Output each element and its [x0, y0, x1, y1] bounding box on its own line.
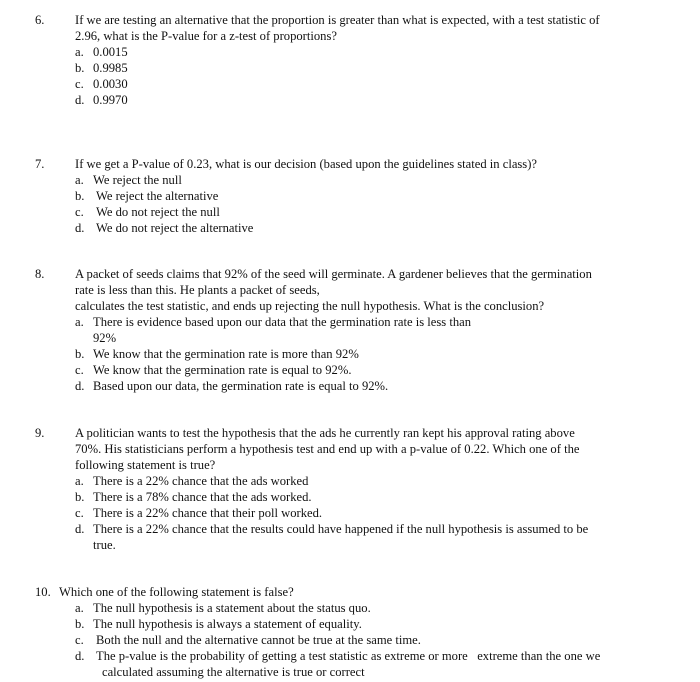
option-d [75, 521, 665, 553]
option-letter: a. [75, 474, 84, 488]
option-text: 0.0015 [93, 45, 128, 59]
option-text-continued: true. [93, 538, 116, 552]
option-d [75, 378, 665, 394]
option-text: There is a 22% chance that the ads worked [93, 474, 309, 488]
option-text: There is a 22% chance that their poll worked. [93, 506, 323, 520]
option-text: There is a 78% chance that the ads worked. [93, 490, 312, 504]
option-letter: c. [75, 205, 84, 219]
question-line: 70%. His statisticians perform a hypothesis test and end up with a p-value of 0.22. Which one of the [75, 442, 580, 456]
option-text: There is a 22% chance that the results could have happened if the null hypothesis is assumed to be [93, 522, 589, 536]
option-c [75, 204, 665, 220]
option-list [75, 44, 665, 108]
option-letter: d. [75, 649, 85, 663]
question-text [75, 425, 665, 473]
option-text: 0.9970 [93, 93, 128, 107]
question-text [75, 156, 665, 172]
option-letter: c. [75, 506, 84, 520]
option-letter: d. [75, 93, 85, 107]
option-text-continued: calculated assuming the alternative is true or correct [102, 665, 365, 679]
option-a [75, 172, 665, 188]
option-text: Based upon our data, the germination rate is equal to 92%. [93, 379, 389, 393]
option-text: 0.0030 [93, 77, 128, 91]
option-list [75, 600, 665, 680]
question-line: following statement is true? [75, 458, 216, 472]
question-line: If we are testing an alternative that the proportion is greater than what is expected, with a test statistic of [75, 13, 600, 27]
option-letter: c. [75, 77, 84, 91]
option-text: We do not reject the alternative [96, 221, 254, 235]
option-text: We know that the germination rate is more than 92% [93, 347, 359, 361]
option-letter: a. [75, 45, 84, 59]
option-list [75, 314, 665, 394]
question-text [75, 266, 665, 314]
option-d [75, 92, 665, 108]
option-letter: b. [75, 490, 85, 504]
option-c [75, 632, 665, 648]
option-list [75, 172, 665, 236]
option-a [75, 314, 665, 346]
question-number: 6. [35, 13, 45, 27]
option-text: Both the null and the alternative cannot be true at the same time. [96, 633, 421, 647]
option-letter: a. [75, 173, 84, 187]
question-line: calculates the test statistic, and ends up rejecting the null hypothesis. What is the conclusion? [75, 299, 545, 313]
question-line: Which one of the following statement is false? [59, 585, 294, 599]
option-b [75, 188, 665, 204]
question-number: 7. [35, 157, 45, 171]
option-letter: d. [75, 379, 85, 393]
option-letter: c. [75, 633, 84, 647]
question-text [75, 12, 665, 44]
option-letter: d. [75, 221, 85, 235]
option-letter: c. [75, 363, 84, 377]
option-letter: d. [75, 522, 85, 536]
option-text: 0.9985 [93, 61, 128, 75]
option-letter: b. [75, 347, 85, 361]
option-a [75, 600, 665, 616]
question-line: 2.96, what is the P-value for a z-test of proportions? [75, 29, 337, 43]
option-letter: b. [75, 617, 85, 631]
option-letter: b. [75, 61, 85, 75]
question-text [59, 584, 649, 600]
option-text: The p-value is the probability of getting a test statistic as extreme or more extreme than the one we [96, 649, 601, 663]
question-number: 8. [35, 267, 45, 281]
option-text: We reject the null [93, 173, 182, 187]
question-number: 9. [35, 426, 45, 440]
question-line: rate is less than this. He plants a packet of seeds, [75, 283, 320, 297]
option-text: We know that the germination rate is equal to 92%. [93, 363, 352, 377]
option-d [75, 648, 665, 680]
option-a [75, 44, 665, 60]
option-letter: b. [75, 189, 85, 203]
option-c [75, 362, 665, 378]
option-b [75, 346, 665, 362]
option-b [75, 60, 665, 76]
option-c [75, 505, 665, 521]
option-d [75, 220, 665, 236]
option-letter: a. [75, 315, 84, 329]
option-a [75, 473, 665, 489]
question-line: A politician wants to test the hypothesis that the ads he currently ran kept his approval rating above [75, 426, 575, 440]
option-b [75, 616, 665, 632]
question-line: If we get a P-value of 0.23, what is our decision (based upon the guidelines stated in class)? [75, 157, 537, 171]
question-line: A packet of seeds claims that 92% of the seed will germinate. A gardener believes that the germination [75, 267, 592, 281]
option-text-continued: 92% [93, 331, 117, 345]
option-text: There is evidence based upon our data that the germination rate is less than [93, 315, 472, 329]
option-c [75, 76, 665, 92]
option-text: The null hypothesis is a statement about the status quo. [93, 601, 371, 615]
option-list [75, 473, 665, 553]
option-text: We do not reject the null [96, 205, 220, 219]
option-text: We reject the alternative [96, 189, 219, 203]
option-letter: a. [75, 601, 84, 615]
option-text: The null hypothesis is always a statement of equality. [93, 617, 362, 631]
option-b [75, 489, 665, 505]
question-number: 10. [35, 585, 51, 599]
